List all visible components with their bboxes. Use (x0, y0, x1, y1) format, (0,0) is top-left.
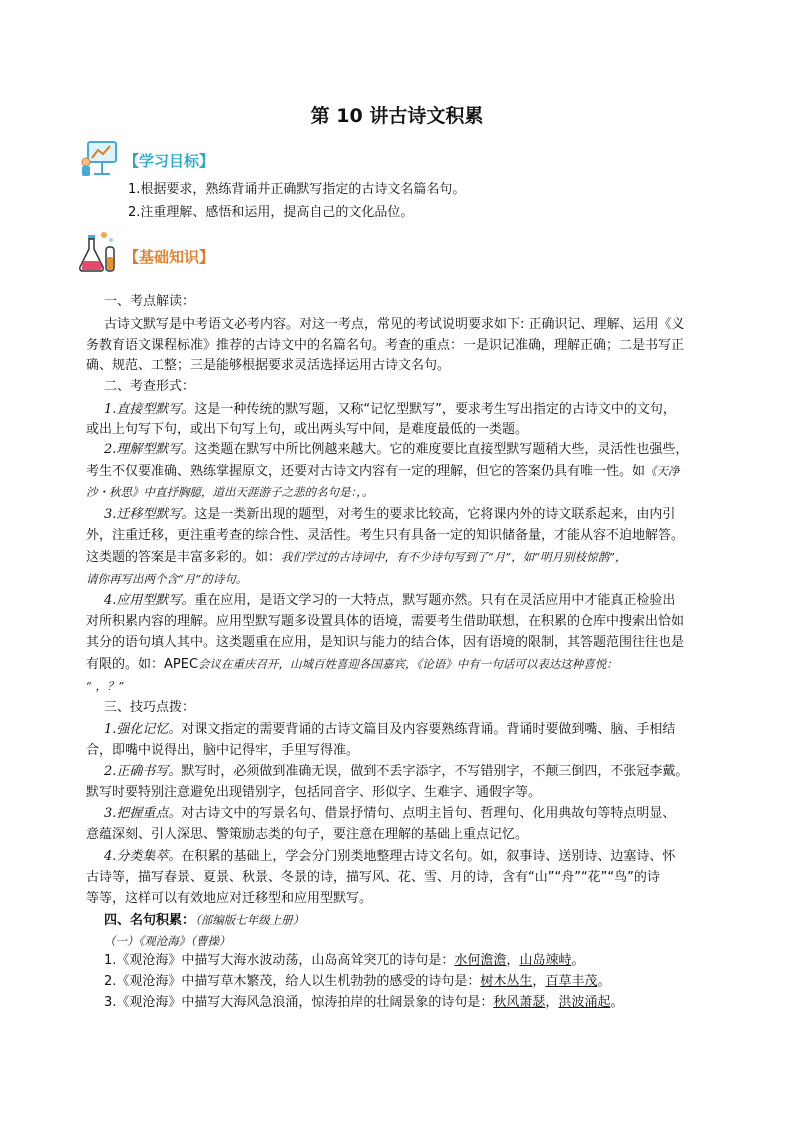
section-heading (104, 912, 304, 929)
example-text: 《天净 (645, 464, 680, 478)
paragraph-line: 古诗文默写是中考语文必考内容。对这一考点，常见的考试说明要求如下: 正确识记、理解、运用《义 (104, 317, 685, 332)
goal-item: 1.根据要求，熟练背诵并正确默写指定的古诗文名篇名句。 (128, 182, 466, 197)
paragraph-line (104, 593, 675, 609)
paragraph-line (104, 806, 675, 822)
term-text: 考生不仅要准确、熟练掌握原文，还要对古诗文内容有一定的理解，但它的答案仍具有唯一性。如 (86, 464, 646, 479)
term-text: 这是一种传统的默写题，又称“记忆型默写”，要求考生写出指定的古诗文中的文句， (194, 402, 676, 417)
example-text: 沙・秋思》中直抒胸臆，道出天涯游子之悲的名句是：，。 (86, 485, 374, 499)
section-heading-note: （部编版七年级上册） (195, 913, 305, 927)
basic-knowledge-heading: 【基础知识】 (124, 248, 215, 266)
paragraph-line: 合，即嘴中说得出，脑中记得牢，手里写得准。 (86, 743, 360, 758)
paragraph-line (104, 442, 688, 458)
paragraph-line (86, 656, 618, 673)
term-text: 有限的。如：APEC (86, 657, 199, 672)
term-text: 这是一类新出现的题型，对考生的要求比较高，它将课内外的诗文联系起来，由内引 (194, 507, 676, 522)
term-label: 4.分类集萃。 (104, 849, 182, 864)
section-heading: 二、考查形式： (104, 379, 196, 394)
term-label: 4.应用型默写。 (104, 593, 195, 608)
question-text: 3.《观沧海》中描写大海风急浪涌，惊涛拍岸的壮阔景象的诗句是： (104, 995, 494, 1010)
paragraph-line (104, 722, 675, 738)
punct: 。 (571, 953, 585, 968)
paragraph-line: 古诗等，描写春景、夏景、秋景、冬景的诗，描写风、花、雪、月的诗，含有“山”“舟”“花”“鸟”的诗 (86, 870, 660, 885)
question-item (104, 953, 584, 969)
answer-text: 水何澹澹 (454, 953, 507, 968)
paragraph-line (104, 849, 675, 865)
paragraph-line: 默写时要特别注意避免出现错别字，包括同音字、形似字、生难字、通假字等。 (86, 785, 542, 800)
paragraph-line (104, 507, 675, 523)
answer-text: 树木丛生 (480, 974, 533, 989)
paragraph-line (104, 764, 688, 780)
term-text: 这类题在默写中所比例越来越大。它的难度要比直接型默写题稍大些，灵活性也强些， (194, 442, 689, 457)
answer-text: 洪波涌起 (558, 995, 611, 1010)
term-text: 在积累的基础上，学会分门别类地整理古诗文名句。如，叙事诗、送别诗、边塞诗、怀 (181, 849, 676, 864)
term-text: 重在应用，是语文学习的一大特点，默写题亦然。只有在灵活应用中才能真正检验出 (194, 593, 676, 608)
learning-goals-heading: 【学习目标】 (124, 152, 215, 170)
goal-item: 2.注重理解、感悟和运用，提高自己的文化品位。 (128, 205, 414, 220)
punct: 。 (597, 974, 611, 989)
term-text: 对古诗文中的写景名句、借景抒情句、点明主旨句、哲理句、化用典故句等特点明显、 (181, 806, 676, 821)
paragraph-line: 或出上句写下句，或出下句写上句，或出两头写中间，是难度最低的一类题。 (86, 422, 529, 437)
punct: ， (545, 995, 559, 1010)
example-text: 我们学过的古诗词中，有不少诗句写到了“月”，如“明月别枝惊鹊”， (281, 550, 627, 564)
paragraph-line: 等等，这样可以有效地应对迁移型和应用型默写。 (86, 891, 373, 906)
paragraph-line: 其分的语句填人其中。这类题重在应用，是知识与能力的结合体，因有语境的限制，其答题范围往往也是 (86, 635, 685, 650)
section-heading: 三、技巧点拨： (104, 700, 196, 715)
term-label: 1.直接型默写。 (104, 402, 195, 417)
term-label: 3.把握重点。 (104, 806, 182, 821)
paragraph-line (86, 549, 627, 566)
punct: 。 (610, 995, 624, 1010)
paragraph-line: 确、规范、工整；三是能够根据要求灵活选择运用古诗文名句。 (86, 358, 451, 373)
example-text: 请你再写出两个含“月”的诗句。 (86, 572, 248, 586)
term-label: 1.强化记忆。 (104, 722, 182, 737)
answer-text: 山岛竦峙 (519, 953, 572, 968)
answer-text: 秋风萧瑟 (493, 995, 546, 1010)
paragraph-line (104, 402, 676, 418)
example-text: “ ，？” (86, 679, 125, 693)
example-text: 会议在重庆召开，山城百姓喜迎各国嘉宾，《论语》中有一句话可以表达这种喜悦： (198, 657, 618, 671)
question-item (104, 995, 623, 1011)
term-label: 2.理解型默写。 (104, 442, 195, 457)
question-text: 1.《观沧海》中描写大海水波动荡，山岛高耸突兀的诗句是： (104, 953, 455, 968)
question-item (104, 974, 610, 990)
term-text: 默写时，必须做到准确无误，做到不丢字添字，不写错别字，不颠三倒四，不张冠李戴。 (181, 764, 689, 779)
paragraph-line: 对所积累内容的理解。应用型默写题多设置具体的语境，需要考生借助联想，在积累的仓库中搜索出恰如 (86, 614, 685, 629)
poem-subheading: （一）《观沧海》（曹操） (104, 934, 231, 948)
lab-flask-icon (74, 229, 122, 277)
punct: ， (532, 974, 546, 989)
term-label: 2.正确书写。 (104, 764, 182, 779)
question-text: 2.《观沧海》中描写草木繁茂，给人以生机勃勃的感受的诗句是： (104, 974, 481, 989)
paragraph-line (86, 463, 680, 480)
term-label: 3.迁移型默写。 (104, 507, 195, 522)
paragraph-line: 意蕴深刻、引人深思、警策励志类的句子，要注意在理解的基础上重点记忆。 (86, 827, 529, 842)
punct: ， (506, 953, 520, 968)
term-text: 对课文指定的需要背诵的古诗文篇目及内容要熟练背诵。背诵时要做到嘴、脑、手相结 (181, 722, 676, 737)
term-text: 这类题的答案是丰富多彩的。如： (86, 550, 282, 565)
section-heading-text: 四、名句积累： (104, 913, 196, 928)
paragraph-line: 外，注重迁移，更注重考查的综合性、灵活性。考生只有具备一定的知识储备量，才能从容不迫地解答。 (86, 528, 685, 543)
page-title: 第 10 讲古诗文积累 (310, 105, 484, 127)
section-heading: 一、考点解读： (104, 294, 196, 309)
whiteboard-teacher-icon (80, 138, 120, 178)
answer-text: 百草丰茂 (545, 974, 598, 989)
paragraph-line: 务教育语文课程标准》推荐的古诗文中的名篇名句。考查的重点：一是识记准确，理解正确；二是书写正 (86, 338, 685, 353)
